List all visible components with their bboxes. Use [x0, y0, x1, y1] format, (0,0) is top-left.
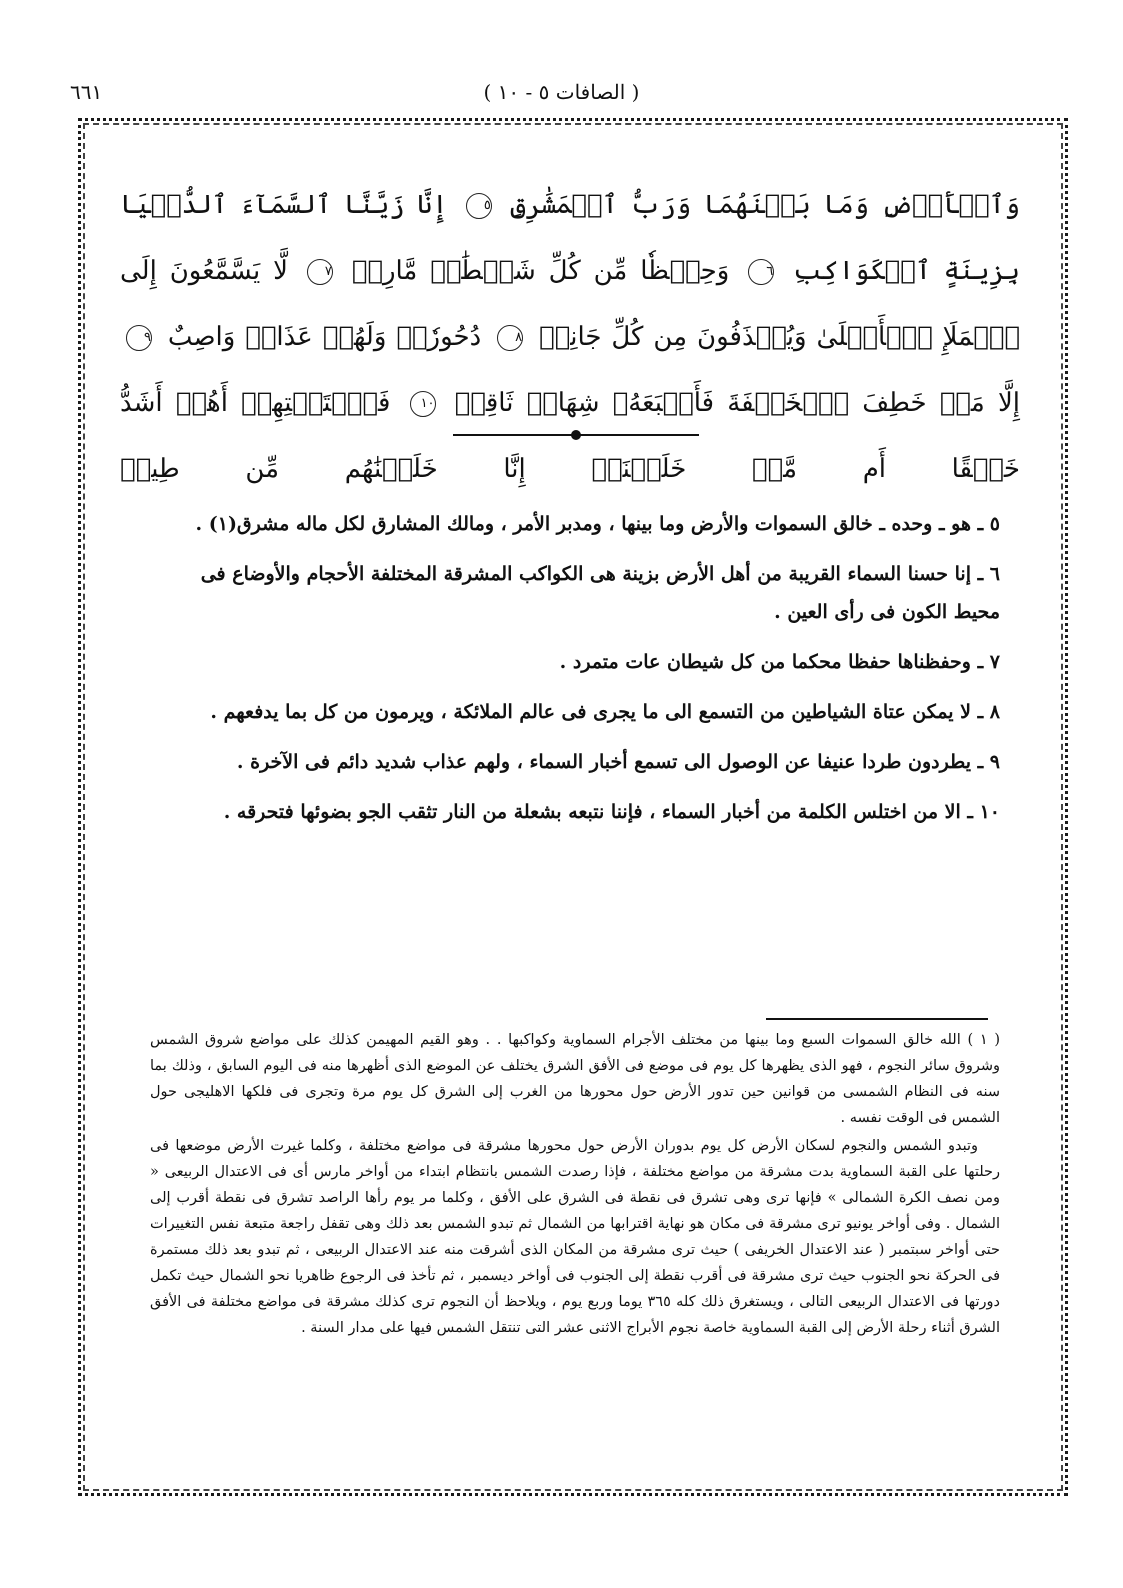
- verse-explanations: [150, 505, 1000, 843]
- footnotes: [150, 1027, 1000, 1343]
- explanation-item: ٩ ـ يطردون طردا عنيفا عن الوصول الى تسمع أخبار السماء ، ولهم عذاب شديد دائم فى الآخرة .: [236, 751, 1000, 773]
- verse-text: لَّا يَسَّمَّعُونَ إِلَى ٱلۡمَلَإِ ٱلۡأَعۡلَىٰ وَيُقۡذَفُونَ مِن كُلِّ جَانِبٖ: [120, 256, 1020, 352]
- verse-text: إِلَّا مَنۡ خَطِفَ ٱلۡخَطۡفَةَ فَأَتۡبَعَهُۥ شِهَابٞ ثَاقِبٞ: [454, 388, 1021, 418]
- explanation-item: ٨ ـ لا يمكن عتاة الشياطين من التسمع الى ما يجرى فى عالم الملائكة ، ويرمون من كل بما يدفعهم .: [210, 701, 1000, 723]
- verse-number-marker: ٥: [466, 193, 492, 219]
- verse-number-marker: ٧: [307, 259, 333, 285]
- quran-verses: [120, 172, 1020, 502]
- verse-text: وَحِفۡظٗا مِّن كُلِّ شَيۡطَٰنٖ مَّارِدٖ: [351, 256, 730, 286]
- running-header: ( الصافات ٥ - ١٠ ): [483, 80, 640, 104]
- verse-number-marker: ٨: [497, 325, 523, 351]
- explanation-item: ١٠ ـ الا من اختلس الكلمة من أخبار السماء ، فإننا نتبعه بشعلة من النار تثقب الجو بضوئها فتحرقه .: [223, 801, 1000, 823]
- verse-number-marker: ٦: [748, 259, 774, 285]
- footnote-paragraph: وتبدو الشمس والنجوم لسكان الأرض كل يوم بدوران الأرض حول محورها مشرقة فى مواضع مختلفة ، وكلما غيرت الأرض موضعها فى رحلتها على القبة السماوية بدت مشرقة من مواضع مختلفة ، فإذا رصدت الشمس بانتظام ابتداء من أواخر مارس أى فى الاعتدال الربيعى « ومن نصف الكرة الشمالى » فإنها ترى وهى تشرق فى نقطة فى الشرق على الأفق ، وكلما مر يوم رأها الراصد تشرق فى نقطة أقرب إلى الشمال . وفى أواخر يونيو ترى مشرقة فى مكان هو نهاية اقترابها من الشمال ثم تبدو الشمس بعد ذلك وهى تقفل راجعة متبعة نفس التغييرات حتى أواخر سبتمبر ( عند الاعتدال الخريفى ) حيث ترى مشرقة من المكان الذى أشرقت منه عند الاعتدال الربيعى ، ثم تبدو بعد ذلك مستمرة فى الحركة نحو الجنوب حيث ترى مشرقة فى أقرب نقطة إلى الجنوب فى أواخر ديسمبر ، ثم تأخذ فى الرجوع ظاهريا نحو الشمال حيث تكمل دورتها فى الاعتدال الربيعى التالى ، ويستغرق ذلك كله ٣٦٥ يوما وربع يوم ، ويلاحظ أن النجوم ترى كذلك مشرقة فى مواضع مختلفة فى الأفق الشرق أثناء رحلة الأرض إلى القبة السماوية خاصة نجوم الأبراج الاثنى عشر التى تنتقل الشمس فيها على مدار السنة .: [150, 1138, 1000, 1336]
- verse-text: إِنَّا زَيَّنَّا ٱلسَّمَآءَ ٱلدُّنۡيَا بِزِينَةٍ ٱلۡكَوَاكِبِ: [120, 190, 1020, 286]
- verse-text: فَٱسۡتَفۡتِهِمۡ أَهُمۡ أَشَدُّ خَلۡقًا أَم مَّنۡ خَلَقۡنَآۚ إِنَّا خَلَقۡنَٰهُم مِّن طِينٖ: [120, 388, 1020, 484]
- separator-dot-icon: [571, 430, 581, 440]
- verse-number-marker: ١٠: [410, 391, 436, 417]
- verse-text: دُحُورٗاۖ وَلَهُمۡ عَذَابٞ وَاصِبٌ: [167, 322, 482, 352]
- page-number: ٦٦١: [70, 80, 103, 104]
- verse-number-marker: ٩: [126, 325, 152, 351]
- explanation-item: ٧ ـ وحفظناها حفظا محكما من كل شيطان عات متمرد .: [559, 651, 1000, 673]
- explanation-item: ٥ ـ هو ـ وحده ـ خالق السموات والأرض وما بينها ، ومدبر الأمر ، ومالك المشارق لكل ماله مشرق(١) .: [195, 513, 1000, 535]
- footnote-rule: [766, 1018, 988, 1020]
- verse-text: وَٱلۡأَرۡضِ وَمَا بَيۡنَهُمَا وَرَبُّ ٱلۡمَشَٰرِقِ: [510, 190, 1021, 220]
- footnote-paragraph: ( ١ ) الله خالق السموات السبع وما بينها من مختلف الأجرام السماوية وكواكبها . . وهو القيم المهيمن كذلك على مواضع شروق الشمس وشروق سائر النجوم ، فهو الذى يظهرها كل يوم فى موضع فى الأفق الشرق يختلف عن الموضع الذى أظهرها منه فى اليوم السابق ، وذلك بما سنه فى النظام الشمسى من قوانين حين تدور الأرض حول محورها من الغرب إلى الشرق كل يوم مرة وتجرى فى فلكها الاهليجى حول الشمس فى الوقت نفسه .: [150, 1032, 1000, 1126]
- explanation-item: ٦ ـ إنا حسنا السماء القريبة من أهل الأرض بزينة هى الكواكب المشرقة المختلفة الأحجام والأوضاع فى محيط الكون فى رأى العين .: [200, 563, 1000, 623]
